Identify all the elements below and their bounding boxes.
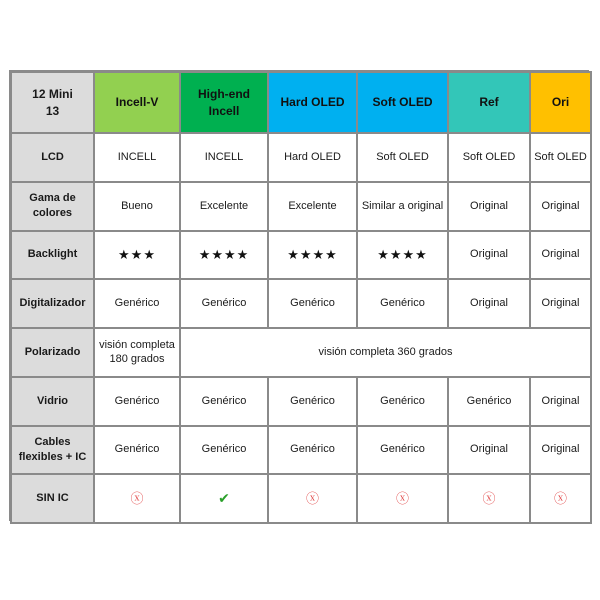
cross-circle-icon: ⓧ	[529, 473, 592, 524]
star-rating: ★★★★	[179, 230, 269, 281]
corner-line1: 12 Mini	[32, 87, 73, 102]
row-label-gama-de-colores: Gama de colores	[10, 181, 95, 232]
header-hard-oled: Hard OLED	[267, 71, 358, 134]
table-cell: Genérico	[179, 376, 269, 427]
row-label-sin-ic: SIN IC	[10, 473, 95, 524]
table-cell: Genérico	[447, 376, 531, 427]
header-ref: Ref	[447, 71, 531, 134]
table-cell: Genérico	[356, 376, 449, 427]
row-label-digitalizador: Digitalizador	[10, 278, 95, 329]
table-cell: Original	[447, 181, 531, 232]
corner-cell	[10, 71, 95, 134]
comparison-table	[9, 70, 589, 521]
star-rating: ★★★★	[267, 230, 358, 281]
header-high-end-incell: High-end Incell	[179, 71, 269, 134]
corner-line2: 13	[45, 103, 60, 118]
table-cell: Original	[447, 278, 531, 329]
header-soft-oled: Soft OLED	[356, 71, 449, 134]
table-cell: Genérico	[179, 278, 269, 329]
cross-circle-icon: ⓧ	[447, 473, 531, 524]
table-cell: Bueno	[93, 181, 181, 232]
table-cell: Genérico	[267, 278, 358, 329]
table-cell: Original	[447, 230, 531, 281]
table-cell: INCELL	[179, 132, 269, 183]
header-incell-v: Incell-V	[93, 71, 181, 134]
table-cell: Original	[529, 425, 592, 476]
table-cell: Soft OLED	[529, 132, 592, 183]
row-label-polarizado: Polarizado	[10, 327, 95, 378]
table-cell: Genérico	[93, 425, 181, 476]
cross-circle-icon: ⓧ	[93, 473, 181, 524]
check-icon: ✔	[179, 473, 269, 524]
table-cell: Similar a original	[356, 181, 449, 232]
table-cell: Original	[529, 278, 592, 329]
cross-circle-icon: ⓧ	[356, 473, 449, 524]
table-cell: Excelente	[179, 181, 269, 232]
row-label-lcd: LCD	[10, 132, 95, 183]
table-cell: Genérico	[267, 425, 358, 476]
table-cell: Original	[447, 425, 531, 476]
table-cell-merged: visión completa 360 grados	[179, 327, 592, 378]
table-cell: INCELL	[93, 132, 181, 183]
table-cell: Genérico	[179, 425, 269, 476]
table-cell: Original	[529, 181, 592, 232]
row-label-backlight: Backlight	[10, 230, 95, 281]
header-ori: Ori	[529, 71, 592, 134]
table-cell: Genérico	[356, 425, 449, 476]
table-cell: Genérico	[93, 376, 181, 427]
table-cell: Genérico	[93, 278, 181, 329]
table-cell: visión completa 180 grados	[93, 327, 181, 378]
table-cell: Soft OLED	[447, 132, 531, 183]
table-cell: Genérico	[267, 376, 358, 427]
star-rating: ★★★	[93, 230, 181, 281]
row-label-cables-flexibles: Cables flexibles + IC	[10, 425, 95, 476]
table-cell: Hard OLED	[267, 132, 358, 183]
table-cell: Excelente	[267, 181, 358, 232]
table-cell: Genérico	[356, 278, 449, 329]
cross-circle-icon: ⓧ	[267, 473, 358, 524]
table-cell: Original	[529, 230, 592, 281]
row-label-vidrio: Vidrio	[10, 376, 95, 427]
table-cell: Original	[529, 376, 592, 427]
table-cell: Soft OLED	[356, 132, 449, 183]
star-rating: ★★★★	[356, 230, 449, 281]
